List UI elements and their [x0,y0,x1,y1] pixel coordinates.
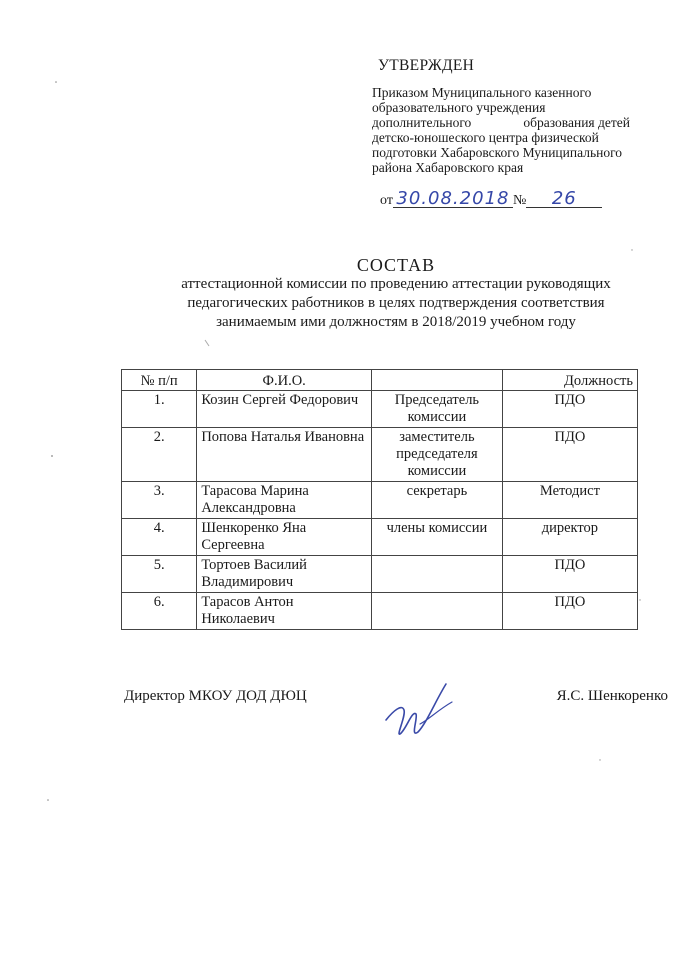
row-role: Председатель комиссии [372,391,503,428]
approval-line: Приказом Муниципального казенного [372,85,592,100]
number-label: № [512,193,527,208]
row-name: Тарасова Марина Александровна [197,482,372,519]
row-number: 2. [122,428,197,482]
row-name: Попова Наталья Ивановна [197,428,372,482]
row-name: Козин Сергей Федорович [197,391,372,428]
row-number: 3. [122,482,197,519]
row-position: директор [502,519,637,556]
approval-block [372,58,662,208]
order-number-line [380,188,662,209]
title-line: аттестационной комиссии по проведению аттестации руководящих [181,276,611,292]
approval-heading: УТВЕРЖДЕН [378,57,475,74]
from-label: от [380,193,393,208]
table-row [122,556,638,593]
document-title [100,256,692,332]
approval-line: подготовки Хабаровского Муниципального [372,145,623,160]
approval-word: дополнительного [372,115,472,130]
approval-line-justified [372,115,630,130]
table-row [122,428,638,482]
approval-word: образования детей [523,115,630,130]
row-number: 1. [122,391,197,428]
table-row [122,482,638,519]
approval-line: детско-юношеского центра физической [372,130,599,145]
row-role [372,556,503,593]
table-header-row [122,370,638,391]
row-role: члены комиссии [372,519,503,556]
title-line: педагогических работников в целях подтверждения соответствия [187,295,605,311]
title-main: СОСТАВ [356,255,436,275]
row-role: заместитель председателя комиссии [372,428,503,482]
header-number: № п/п [122,370,197,391]
row-position: ПДО [502,556,637,593]
row-number: 6. [122,593,197,630]
handwritten-date: 30.08.2018 [393,191,513,208]
signatory-name: Я.С. Шенкоренко [556,688,668,704]
signatory-title: Директор МКОУ ДОД ДЮЦ [124,688,307,704]
approval-line: района Хабаровского края [372,160,524,175]
approval-line: образовательного учреждения [372,100,546,115]
handwritten-number: 26 [526,191,602,208]
title-line: занимаемым ими должностям в 2018/2019 учебном году [216,314,576,330]
row-position: ПДО [502,391,637,428]
header-role [372,370,503,391]
row-name: Тортоев Василий Владимирович [197,556,372,593]
row-position: ПДО [502,428,637,482]
row-number: 4. [122,519,197,556]
header-name: Ф.И.О. [197,370,372,391]
table-row [122,593,638,630]
signature-stroke [386,684,446,734]
commission-table [121,369,638,630]
signature-stroke [420,702,452,724]
handwritten-signature-icon [380,680,460,742]
row-role [372,593,503,630]
table-row [122,391,638,428]
header-position: Должность [502,370,637,391]
table-row [122,519,638,556]
row-position: ПДО [502,593,637,630]
row-name: Тарасов Антон Николаевич [197,593,372,630]
row-role: секретарь [372,482,503,519]
row-position: Методист [502,482,637,519]
row-name: Шенкоренко Яна Сергеевна [197,519,372,556]
row-number: 5. [122,556,197,593]
